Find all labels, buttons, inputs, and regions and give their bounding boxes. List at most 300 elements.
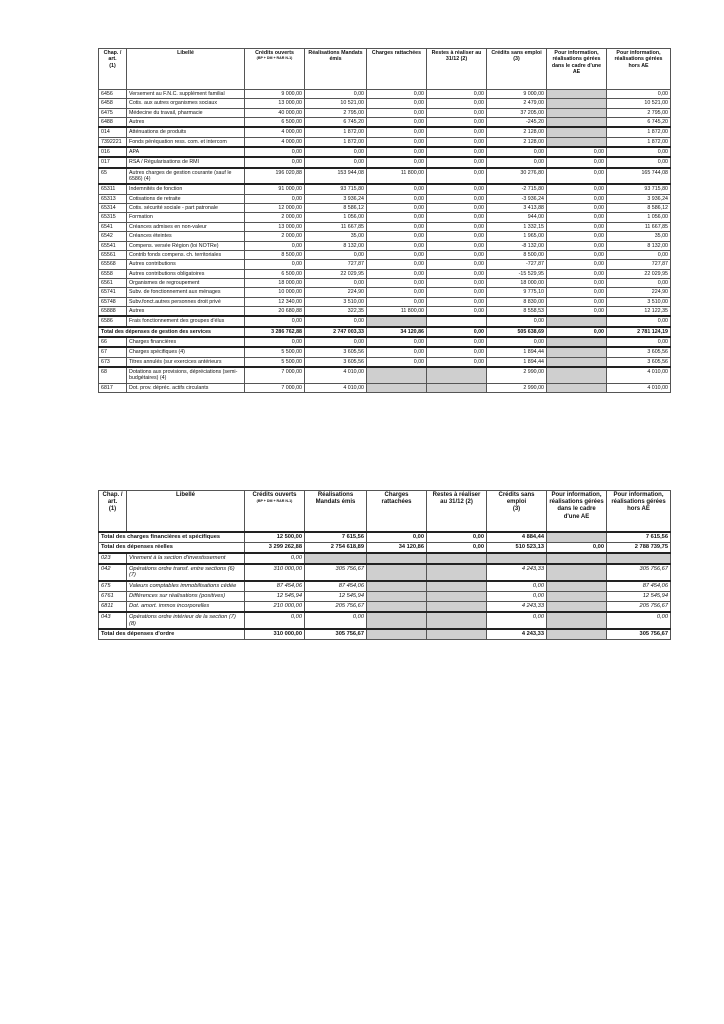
row-label: Subv. de fonctionnement aux ménages (127, 288, 245, 297)
credits-ouverts-cell: 87 454,06 (245, 581, 305, 591)
table-row (99, 90, 671, 99)
charges-rattachees-cell: 0,00 (367, 157, 427, 167)
article-code: 042 (99, 564, 127, 582)
row-label: Opérations ordre transf. entre sections (6) (7) (127, 564, 245, 582)
info-hors-ae-cell: 3 605,56 (607, 357, 671, 367)
credits-sans-emploi-cell: 1 894,44 (487, 347, 547, 357)
restes-a-realiser-cell: 0,00 (427, 90, 487, 99)
row-label: Médecine du travail, pharmacie (127, 108, 245, 117)
row-label: Dot. prov. dépréc. actifs circulants (127, 383, 245, 392)
restes-a-realiser-cell: 0,00 (427, 108, 487, 117)
header-restes: Restes à réaliser au 31/12 (2) (427, 491, 487, 533)
header-chap: Chap. / art. (1) (99, 49, 127, 90)
info-hors-ae-cell: 0,00 (607, 157, 671, 167)
realisations-cell: 1 056,00 (305, 213, 367, 222)
info-ae-cell: 0,00 (547, 250, 607, 259)
info-ae-cell (547, 118, 607, 128)
info-ae-cell: 0,00 (547, 241, 607, 250)
info-ae-cell: 0,00 (547, 297, 607, 306)
charges-rattachees-cell: 11 800,00 (367, 168, 427, 185)
article-code: 65311 (99, 184, 127, 194)
info-hors-ae-cell: 2 795,00 (607, 108, 671, 117)
realisations-cell: 322,35 (305, 306, 367, 316)
info-hors-ae-cell: 0,00 (607, 90, 671, 99)
info-ae-cell (547, 367, 607, 383)
restes-a-realiser-cell (427, 581, 487, 591)
header-info-hors-ae: Pour information, réalisations gérées hors AE (607, 49, 671, 90)
header-charges: Charges rattachées (367, 491, 427, 533)
info-hors-ae-cell: 22 029,95 (607, 269, 671, 278)
row-label: Charges spécifiques (4) (127, 347, 245, 357)
restes-a-realiser-cell: 0,00 (427, 127, 487, 137)
charges-rattachees-cell: 0,00 (367, 213, 427, 222)
article-code: 6542 (99, 232, 127, 241)
restes-a-realiser-cell: 0,00 (427, 137, 487, 147)
charges-rattachees-cell (367, 316, 427, 326)
info-ae-cell: 0,00 (547, 168, 607, 185)
restes-a-realiser-cell (427, 592, 487, 602)
credits-ouverts-cell: 0,00 (245, 241, 305, 250)
charges-rattachees-cell: 34 120,86 (367, 542, 427, 552)
credits-sans-emploi-cell: 2 128,00 (487, 137, 547, 147)
info-hors-ae-cell: 0,00 (607, 147, 671, 157)
header-info-hors-ae: Pour information, réalisations gérées hors AE (607, 491, 671, 533)
credits-ouverts-cell: 18 000,00 (245, 278, 305, 287)
row-label: Fonds péréquation ress. com. et intercom (127, 137, 245, 147)
realisations-cell: 0,00 (305, 278, 367, 287)
table-row (99, 553, 671, 564)
restes-a-realiser-cell: 0,00 (427, 347, 487, 357)
charges-rattachees-cell: 0,00 (367, 278, 427, 287)
charges-rattachees-cell (367, 592, 427, 602)
row-label: Autres charges de gestion courante (sauf le 6586) (4) (127, 168, 245, 185)
credits-sans-emploi-cell: 2 128,00 (487, 127, 547, 137)
credits-sans-emploi-cell: 30 276,80 (487, 168, 547, 185)
charges-rattachees-cell: 0,00 (367, 241, 427, 250)
article-code: 014 (99, 127, 127, 137)
table-row (99, 347, 671, 357)
info-hors-ae-cell: 8 132,00 (607, 241, 671, 250)
table-row (99, 168, 671, 185)
table-row (99, 316, 671, 326)
info-ae-cell: 0,00 (547, 157, 607, 167)
table-row (99, 564, 671, 582)
charges-rattachees-cell (367, 564, 427, 582)
article-code: 7392221 (99, 137, 127, 147)
restes-a-realiser-cell (427, 553, 487, 564)
info-hors-ae-cell: 12 545,94 (607, 592, 671, 602)
charges-rattachees-cell: 0,00 (367, 532, 427, 542)
article-code: 6561 (99, 278, 127, 287)
info-ae-cell: 0,00 (547, 194, 607, 203)
credits-sans-emploi-cell: 0,00 (487, 316, 547, 326)
realisations-cell: 727,87 (305, 260, 367, 269)
charges-rattachees-cell (367, 383, 427, 392)
article-code: 6761 (99, 592, 127, 602)
article-code: 65541 (99, 241, 127, 250)
restes-a-realiser-cell: 0,00 (427, 288, 487, 297)
credits-sans-emploi-cell: 18 000,00 (487, 278, 547, 287)
info-hors-ae-cell: 87 454,06 (607, 581, 671, 591)
credits-ouverts-cell: 310 000,00 (245, 564, 305, 582)
row-label: Virement à la section d'investissement (127, 553, 245, 564)
realisations-cell: 4 010,00 (305, 367, 367, 383)
info-ae-cell: 0,00 (547, 260, 607, 269)
credits-sans-emploi-cell (487, 553, 547, 564)
article-code: 6558 (99, 269, 127, 278)
realisations-cell: 8 132,00 (305, 241, 367, 250)
credits-sans-emploi-cell: -2 715,80 (487, 184, 547, 194)
charges-rattachees-cell: 11 800,00 (367, 306, 427, 316)
info-hors-ae-cell: 1 056,00 (607, 213, 671, 222)
credits-sans-emploi-cell: 0,00 (487, 612, 547, 630)
credits-ouverts-cell: 0,00 (245, 194, 305, 203)
total-row (99, 327, 671, 337)
credits-ouverts-cell: 2 000,00 (245, 232, 305, 241)
info-ae-cell: 0,00 (547, 147, 607, 157)
info-hors-ae-cell: 1 872,00 (607, 127, 671, 137)
info-ae-cell: 0,00 (547, 232, 607, 241)
article-code: 6811 (99, 601, 127, 611)
restes-a-realiser-cell: 0,00 (427, 157, 487, 167)
restes-a-realiser-cell: 0,00 (427, 297, 487, 306)
restes-a-realiser-cell: 0,00 (427, 168, 487, 185)
restes-a-realiser-cell (427, 564, 487, 582)
restes-a-realiser-cell: 0,00 (427, 357, 487, 367)
table-row (99, 222, 671, 231)
credits-ouverts-cell: 6 500,00 (245, 118, 305, 128)
credits-ouverts-cell: 0,00 (245, 147, 305, 157)
row-label: Différences sur réalisations (positives) (127, 592, 245, 602)
table-row (99, 297, 671, 306)
realisations-cell: 35,00 (305, 232, 367, 241)
realisations-cell: 205 756,67 (305, 601, 367, 611)
realisations-cell: 93 715,80 (305, 184, 367, 194)
charges-rattachees-cell: 0,00 (367, 357, 427, 367)
credits-ouverts-cell: 7 000,00 (245, 383, 305, 392)
row-label: Autres contributions obligatoires (127, 269, 245, 278)
info-ae-cell (547, 127, 607, 137)
info-ae-cell: 0,00 (547, 327, 607, 337)
table-row (99, 612, 671, 630)
realisations-cell: 3 605,56 (305, 347, 367, 357)
credits-ouverts-cell: 40 000,00 (245, 108, 305, 117)
info-hors-ae-cell: 3 605,56 (607, 347, 671, 357)
credits-ouverts-cell: 3 299 262,88 (245, 542, 305, 552)
charges-rattachees-cell: 0,00 (367, 99, 427, 108)
article-code: 65315 (99, 213, 127, 222)
table-row (99, 250, 671, 259)
credits-sans-emploi-cell: 1 965,00 (487, 232, 547, 241)
info-hors-ae-cell: 165 744,08 (607, 168, 671, 185)
charges-rattachees-cell (367, 629, 427, 639)
charges-rattachees-cell: 0,00 (367, 250, 427, 259)
credits-sans-emploi-cell: -15 529,95 (487, 269, 547, 278)
article-code: 65313 (99, 194, 127, 203)
article-code: 6456 (99, 90, 127, 99)
charges-rattachees-cell (367, 612, 427, 630)
credits-sans-emploi-cell: 4 243,33 (487, 601, 547, 611)
info-hors-ae-cell: 11 667,85 (607, 222, 671, 231)
credits-ouverts-cell: 0,00 (245, 337, 305, 347)
info-hors-ae-cell: 2 788 739,75 (607, 542, 671, 552)
budget-table-2 (98, 490, 671, 640)
table-row (99, 367, 671, 383)
total-row (99, 629, 671, 639)
restes-a-realiser-cell: 0,00 (427, 147, 487, 157)
restes-a-realiser-cell (427, 383, 487, 392)
row-label: Dot. amort. immos incorporelles (127, 601, 245, 611)
credits-ouverts-cell: 0,00 (245, 157, 305, 167)
info-ae-cell (547, 357, 607, 367)
row-label: Compens. versée Région (loi NOTRe) (127, 241, 245, 250)
charges-rattachees-cell (367, 367, 427, 383)
credits-ouverts-cell: 7 000,00 (245, 367, 305, 383)
row-label: Cotisations de retraite (127, 194, 245, 203)
credits-sans-emploi-cell: -245,20 (487, 118, 547, 128)
credits-ouverts-cell: 0,00 (245, 553, 305, 564)
table-row (99, 260, 671, 269)
realisations-cell: 305 756,67 (305, 564, 367, 582)
article-code: 675 (99, 581, 127, 591)
charges-rattachees-cell: 0,00 (367, 297, 427, 306)
info-hors-ae-cell: 4 010,00 (607, 367, 671, 383)
realisations-cell: 87 454,06 (305, 581, 367, 591)
realisations-cell: 0,00 (305, 337, 367, 347)
restes-a-realiser-cell (427, 629, 487, 639)
header-libelle: Libellé (127, 491, 245, 533)
info-hors-ae-cell: 4 010,00 (607, 383, 671, 392)
credits-sans-emploi-cell: -8 132,00 (487, 241, 547, 250)
info-ae-cell: 0,00 (547, 542, 607, 552)
realisations-cell: 0,00 (305, 612, 367, 630)
restes-a-realiser-cell: 0,00 (427, 327, 487, 337)
credits-sans-emploi-cell: 9 000,00 (487, 90, 547, 99)
info-ae-cell: 0,00 (547, 288, 607, 297)
row-label: Créances admises en non-valeur (127, 222, 245, 231)
article-code: 65748 (99, 297, 127, 306)
table-row (99, 137, 671, 147)
info-hors-ae-cell: 3 510,00 (607, 297, 671, 306)
row-label: Dotations aux provisions, dépréciations (semi-budgétaires) (4) (127, 367, 245, 383)
credits-ouverts-cell: 9 000,00 (245, 90, 305, 99)
header-realisations: Réalisations Mandats émis (305, 491, 367, 533)
info-hors-ae-cell: 0,00 (607, 278, 671, 287)
credits-sans-emploi-cell: 8 558,53 (487, 306, 547, 316)
credits-sans-emploi-cell: 0,00 (487, 147, 547, 157)
info-hors-ae-cell: 727,87 (607, 260, 671, 269)
credits-ouverts-cell: 12 000,00 (245, 204, 305, 213)
credits-sans-emploi-cell: -727,87 (487, 260, 547, 269)
info-ae-cell (547, 553, 607, 564)
restes-a-realiser-cell: 0,00 (427, 118, 487, 128)
row-label: Atténuations de produits (127, 127, 245, 137)
credits-ouverts-cell: 13 000,00 (245, 99, 305, 108)
total-row (99, 532, 671, 542)
header-restes: Restes à réaliser au 31/12 (2) (427, 49, 487, 90)
info-ae-cell (547, 316, 607, 326)
info-ae-cell: 0,00 (547, 278, 607, 287)
info-hors-ae-cell: 8 586,12 (607, 204, 671, 213)
credits-sans-emploi-cell: 37 205,00 (487, 108, 547, 117)
realisations-cell: 305 756,67 (305, 629, 367, 639)
article-code: 6541 (99, 222, 127, 231)
credits-ouverts-cell: 12 545,94 (245, 592, 305, 602)
table-header-row (99, 491, 671, 533)
credits-ouverts-cell: 12 340,00 (245, 297, 305, 306)
article-code: 6458 (99, 99, 127, 108)
realisations-cell (305, 553, 367, 564)
credits-sans-emploi-cell: 2 479,00 (487, 99, 547, 108)
header-info-ae: Pour information, réalisations gérées dans le cadre d'une AE (547, 491, 607, 533)
info-ae-cell: 0,00 (547, 184, 607, 194)
row-label: Cotis. aux autres organismes sociaux (127, 99, 245, 108)
info-ae-cell (547, 629, 607, 639)
credits-sans-emploi-cell: 3 413,88 (487, 204, 547, 213)
credits-ouverts-cell: 13 000,00 (245, 222, 305, 231)
table-row (99, 108, 671, 117)
table-row (99, 306, 671, 316)
info-hors-ae-cell: 205 756,67 (607, 601, 671, 611)
charges-rattachees-cell: 0,00 (367, 147, 427, 157)
credits-sans-emploi-cell: 505 638,69 (487, 327, 547, 337)
row-label: APA (127, 147, 245, 157)
header-credits-ouverts: Crédits ouverts (BP + DM + RAR N-1) (245, 491, 305, 533)
credits-ouverts-cell: 310 000,00 (245, 629, 305, 639)
restes-a-realiser-cell (427, 601, 487, 611)
table-row (99, 383, 671, 392)
charges-rattachees-cell: 0,00 (367, 260, 427, 269)
charges-rattachees-cell: 0,00 (367, 108, 427, 117)
row-label: Versement au F.N.C. supplément familial (127, 90, 245, 99)
article-code: 6475 (99, 108, 127, 117)
charges-rattachees-cell (367, 553, 427, 564)
realisations-cell: 3 605,56 (305, 357, 367, 367)
credits-sans-emploi-cell: 0,00 (487, 337, 547, 347)
article-code: 016 (99, 147, 127, 157)
info-ae-cell (547, 137, 607, 147)
realisations-cell: 6 745,20 (305, 118, 367, 128)
row-label: Créances éteintes (127, 232, 245, 241)
credits-sans-emploi-cell: 0,00 (487, 581, 547, 591)
credits-sans-emploi-cell: -3 936,24 (487, 194, 547, 203)
realisations-cell: 11 667,85 (305, 222, 367, 231)
credits-sans-emploi-cell: 9 775,10 (487, 288, 547, 297)
row-label: Cotis. sécurité sociale - part patronale (127, 204, 245, 213)
credits-sans-emploi-cell: 4 884,44 (487, 532, 547, 542)
info-hors-ae-cell (607, 553, 671, 564)
realisations-cell: 1 872,00 (305, 127, 367, 137)
info-ae-cell: 0,00 (547, 204, 607, 213)
credits-ouverts-cell: 6 500,00 (245, 269, 305, 278)
credits-ouverts-cell: 5 500,00 (245, 357, 305, 367)
info-hors-ae-cell: 3 936,24 (607, 194, 671, 203)
info-ae-cell (547, 347, 607, 357)
table-row (99, 118, 671, 128)
info-ae-cell (547, 564, 607, 582)
row-label: Organismes de regroupement (127, 278, 245, 287)
total-row (99, 542, 671, 552)
table-row (99, 357, 671, 367)
info-ae-cell (547, 601, 607, 611)
budget-table-1 (98, 48, 671, 393)
article-code: 017 (99, 157, 127, 167)
realisations-cell: 3 936,24 (305, 194, 367, 203)
credits-ouverts-cell: 8 500,00 (245, 250, 305, 259)
restes-a-realiser-cell: 0,00 (427, 306, 487, 316)
credits-ouverts-cell: 4 000,00 (245, 137, 305, 147)
credits-sans-emploi-cell: 510 523,13 (487, 542, 547, 552)
charges-rattachees-cell: 0,00 (367, 184, 427, 194)
charges-rattachees-cell: 0,00 (367, 118, 427, 128)
restes-a-realiser-cell: 0,00 (427, 542, 487, 552)
table-row (99, 601, 671, 611)
charges-rattachees-cell: 0,00 (367, 337, 427, 347)
info-ae-cell (547, 532, 607, 542)
info-hors-ae-cell: 12 122,35 (607, 306, 671, 316)
realisations-cell: 224,90 (305, 288, 367, 297)
credits-ouverts-cell: 2 000,00 (245, 213, 305, 222)
row-label: Contrib fonds compens. ch. territoriales (127, 250, 245, 259)
restes-a-realiser-cell (427, 316, 487, 326)
realisations-cell: 0,00 (305, 250, 367, 259)
info-hors-ae-cell: 305 756,67 (607, 629, 671, 639)
header-realisations: Réalisations Mandats émis (305, 49, 367, 90)
info-ae-cell: 0,00 (547, 306, 607, 316)
table-row (99, 241, 671, 250)
restes-a-realiser-cell: 0,00 (427, 99, 487, 108)
realisations-cell: 0,00 (305, 147, 367, 157)
info-hors-ae-cell: 305 756,67 (607, 564, 671, 582)
restes-a-realiser-cell: 0,00 (427, 222, 487, 231)
realisations-cell: 22 029,95 (305, 269, 367, 278)
credits-sans-emploi-cell: 1 332,15 (487, 222, 547, 231)
article-code: 6586 (99, 316, 127, 326)
info-hors-ae-cell: 0,00 (607, 250, 671, 259)
credits-ouverts-cell: 0,00 (245, 260, 305, 269)
credits-ouverts-cell: 5 500,00 (245, 347, 305, 357)
charges-rattachees-cell: 0,00 (367, 90, 427, 99)
info-hors-ae-cell: 224,90 (607, 288, 671, 297)
restes-a-realiser-cell: 0,00 (427, 337, 487, 347)
restes-a-realiser-cell (427, 367, 487, 383)
table-row (99, 269, 671, 278)
charges-rattachees-cell: 0,00 (367, 194, 427, 203)
charges-rattachees-cell: 0,00 (367, 127, 427, 137)
restes-a-realiser-cell: 0,00 (427, 250, 487, 259)
header-sans-emploi: Crédits sans emploi (3) (487, 491, 547, 533)
article-code: 65888 (99, 306, 127, 316)
table-row (99, 127, 671, 137)
row-label: Opérations ordre intérieur de la section (7) (8) (127, 612, 245, 630)
charges-rattachees-cell: 0,00 (367, 232, 427, 241)
article-code: 65568 (99, 260, 127, 269)
credits-ouverts-cell: 0,00 (245, 316, 305, 326)
restes-a-realiser-cell: 0,00 (427, 184, 487, 194)
info-hors-ae-cell: 2 781 124,19 (607, 327, 671, 337)
credits-sans-emploi-cell: 0,00 (487, 157, 547, 167)
article-code: 6817 (99, 383, 127, 392)
credits-ouverts-cell: 10 000,00 (245, 288, 305, 297)
charges-rattachees-cell: 0,00 (367, 288, 427, 297)
info-ae-cell (547, 592, 607, 602)
restes-a-realiser-cell: 0,00 (427, 204, 487, 213)
charges-rattachees-cell: 0,00 (367, 204, 427, 213)
restes-a-realiser-cell: 0,00 (427, 260, 487, 269)
row-label: Total des dépenses d'ordre (99, 629, 245, 639)
info-ae-cell (547, 612, 607, 630)
table-row (99, 99, 671, 108)
